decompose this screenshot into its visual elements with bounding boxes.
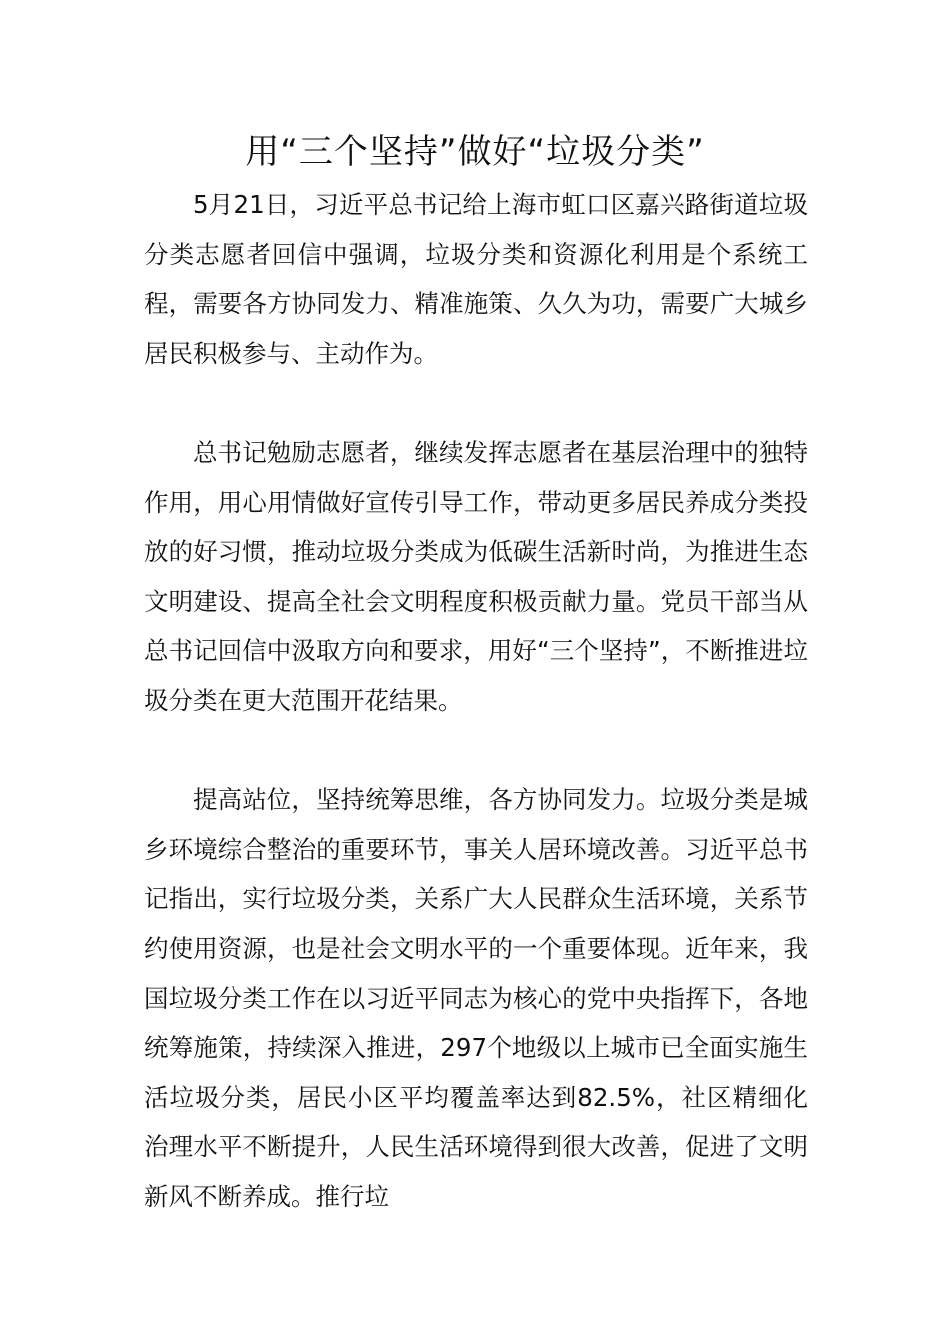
paragraph-1: 5月21日，习近平总书记给上海市虹口区嘉兴路街道垃圾分类志愿者回信中强调，垃圾分类和资源化利用是个系统工程，需要各方协同发力、精准施策、久久为功，需要广大城乡居民积极参与、主动作为。 <box>144 190 808 368</box>
document-title: 用“三个坚持”做好“垃圾分类” <box>245 132 705 172</box>
paragraph-3: 提高站位，坚持统筹思维，各方协同发力。垃圾分类是城乡环境综合整治的重要环节，事关人居环境改善。习近平总书记指出，实行垃圾分类，关系广大人民群众生活环境，关系节约使用资源，也是社会文明水平的一个重要体现。近年来，我国垃圾分类工作在以习近平同志为核心的党中央指挥下，各地统筹施策，持续深入推进，297个地级以上城市已全面实施生活垃圾分类，居民小区平均覆盖率达到82.5%，社区精细化治理水平不断提升，人民生活环境得到很大改善，促进了文明新风不断养成。推行垃 <box>144 785 808 1211</box>
paragraph-gap <box>144 378 808 428</box>
paragraph-2: 总书记勉励志愿者，继续发挥志愿者在基层治理中的独特作用，用心用情做好宣传引导工作，带动更多居民养成分类投放的好习惯，推动垃圾分类成为低碳生活新时尚，为推进生态文明建设、提高全社会文明程度积极贡献力量。党员干部当从总书记回信中汲取方向和要求，用好“三个坚持”，不断推进垃圾分类在更大范围开花结果。 <box>144 437 808 715</box>
paragraph-gap <box>144 726 808 776</box>
document-body <box>144 180 808 1221</box>
